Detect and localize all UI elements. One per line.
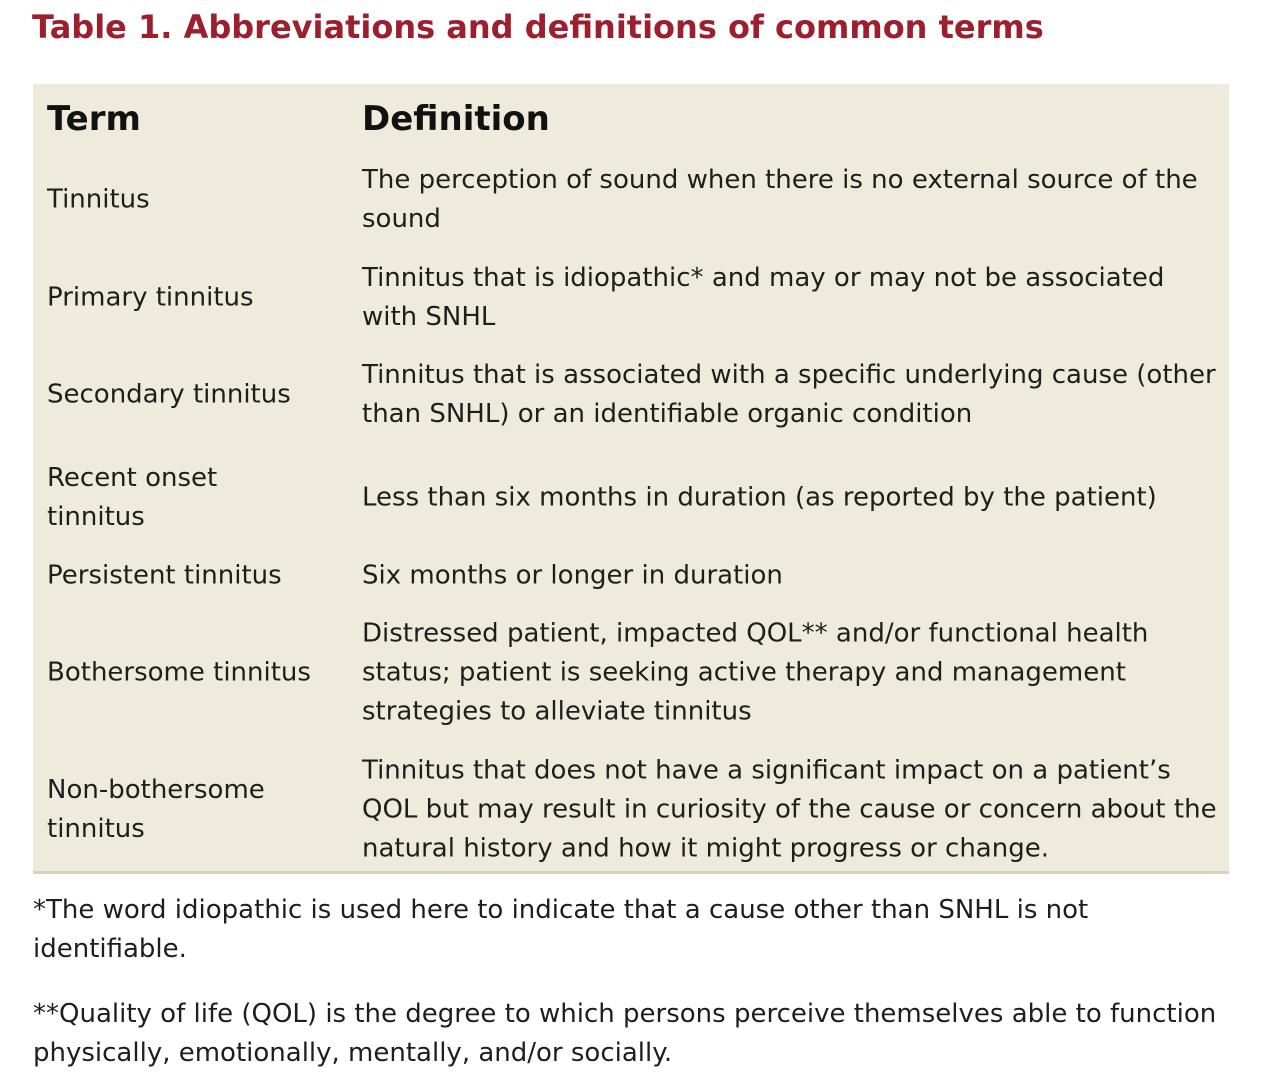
table-row	[33, 259, 1229, 337]
term-cell: Non-bothersome tinnitus	[47, 775, 265, 844]
table-row	[33, 458, 1229, 538]
term-cell: Persistent tinnitus	[47, 560, 282, 591]
definition-cell: Tinnitus that is associated with a specific underlying cause (other than SNHL) or an identifiable organic condition	[362, 360, 1216, 429]
definition-cell: Tinnitus that does not have a significant impact on a patient’s QOL but may result in curiosity of the cause or concern about the natural history and how it might progress or change.	[362, 755, 1217, 864]
definition-cell: The perception of sound when there is no external source of the sound	[362, 165, 1198, 234]
table-row	[33, 160, 1229, 240]
table-row	[33, 556, 1229, 596]
table-header-row	[33, 98, 1229, 140]
term-cell: Bothersome tinnitus	[47, 657, 311, 688]
definitions-table	[33, 84, 1229, 874]
table-row	[33, 751, 1229, 869]
term-cell: Recent onset tinnitus	[47, 463, 218, 532]
table-title: Table 1. Abbreviations and definitions of common terms	[32, 8, 1044, 46]
term-cell: Secondary tinnitus	[47, 379, 291, 410]
term-cell: Primary tinnitus	[47, 282, 254, 313]
definition-cell: Six months or longer in duration	[362, 560, 783, 591]
footnote-idiopathic: *The word idiopathic is used here to indicate that a cause other than SNHL is not identifiable.	[33, 895, 1089, 964]
column-header-definition: Definition	[362, 99, 550, 139]
table-row	[33, 356, 1229, 434]
column-header-term: Term	[47, 99, 141, 139]
definition-cell: Less than six months in duration (as reported by the patient)	[362, 482, 1157, 513]
definition-cell: Distressed patient, impacted QOL** and/or functional health status; patient is seeking active therapy and management strategies to alleviate tinnitus	[362, 618, 1149, 727]
term-cell: Tinnitus	[47, 184, 150, 215]
definition-cell: Tinnitus that is idiopathic* and may or may not be associated with SNHL	[362, 263, 1165, 332]
table-row	[33, 614, 1229, 732]
footnote-qol: **Quality of life (QOL) is the degree to which persons perceive themselves able to function physically, emotionally, mentally, and/or socially.	[33, 999, 1217, 1068]
